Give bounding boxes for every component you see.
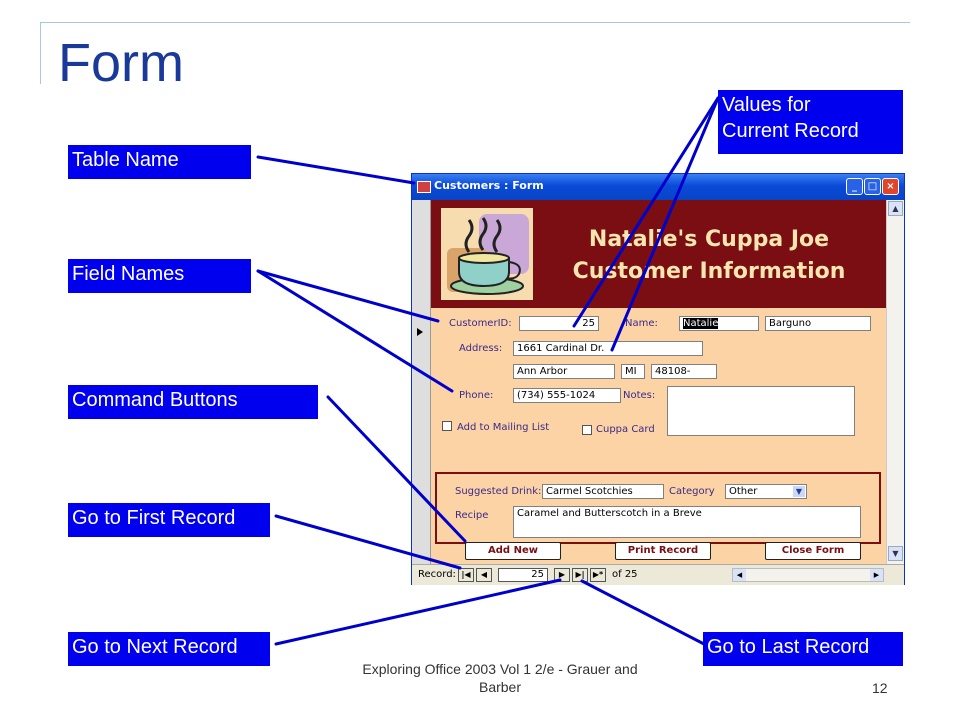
name-label: Name: (625, 318, 658, 329)
suggested-drink-field[interactable]: Carmel Scotchies (542, 484, 664, 499)
callout-command-buttons (68, 385, 318, 419)
cuppa-card-label: Cuppa Card (596, 424, 655, 435)
new-record-icon[interactable]: ▶* (590, 568, 606, 582)
zip-field[interactable]: 48108- (651, 364, 717, 379)
slide-footer (320, 660, 680, 696)
customer-id-label: CustomerID: (449, 318, 512, 329)
phone-field[interactable]: (734) 555-1024 (513, 388, 621, 403)
footer-line2: Barber (478, 679, 522, 696)
form-header-line2: Customer Information (572, 258, 846, 284)
category-label: Category (669, 486, 715, 497)
last-name-field[interactable]: Barguno (765, 316, 871, 331)
chevron-down-icon[interactable]: ▼ (793, 486, 805, 497)
title-rule-horizontal (40, 22, 910, 23)
page-number: 12 (872, 680, 888, 696)
callout-go-last (703, 632, 903, 666)
callout-go-first (68, 503, 270, 537)
scroll-right-icon[interactable]: ▶ (870, 569, 883, 581)
category-value: Other (729, 486, 758, 497)
callout-table-name (68, 145, 251, 179)
window-title: Customers : Form (434, 179, 544, 192)
connector-table-name (258, 157, 414, 183)
record-label: Record: (418, 569, 456, 580)
recipe-field[interactable]: Caramel and Butterscotch in a Breve (513, 506, 861, 538)
add-new-button[interactable]: Add New (465, 542, 561, 560)
connector-go-next (276, 580, 560, 644)
record-navigation-bar (412, 564, 904, 585)
previous-record-icon[interactable]: ◀ (476, 568, 492, 582)
address-field[interactable]: 1661 Cardinal Dr. (513, 341, 703, 356)
form-header (431, 200, 886, 308)
callout-field-names (68, 259, 251, 293)
scroll-left-icon[interactable]: ◀ (733, 569, 746, 581)
print-record-button[interactable]: Print Record (615, 542, 711, 560)
current-record-arrow-icon (417, 328, 423, 336)
customers-form-window (411, 173, 905, 585)
address-label: Address: (459, 343, 503, 354)
callout-go-next (68, 632, 270, 666)
horizontal-scrollbar[interactable] (732, 568, 884, 582)
form-icon (417, 181, 431, 193)
first-name-value: Natalie (683, 318, 719, 329)
category-select[interactable] (725, 484, 807, 499)
phone-label: Phone: (459, 390, 494, 401)
vertical-scrollbar[interactable] (886, 200, 904, 564)
callout-go-first-text: Go to First Record (72, 507, 236, 529)
title-rule-vertical (40, 22, 41, 84)
slide-title: Form (58, 33, 184, 93)
next-record-icon[interactable]: ▶ (554, 568, 570, 582)
footer-line1: Exploring Office 2003 Vol 1 2/e - Grauer and (362, 661, 638, 677)
mailing-list-checkbox[interactable] (442, 421, 452, 431)
callout-values-line2: Current Record (722, 120, 859, 142)
city-field[interactable]: Ann Arbor (513, 364, 615, 379)
record-count: of 25 (612, 569, 638, 580)
callout-table-name-text: Table Name (72, 149, 179, 171)
first-name-field[interactable] (679, 316, 759, 331)
record-selector[interactable] (412, 200, 431, 564)
maximize-icon[interactable]: □ (864, 178, 881, 195)
notes-label: Notes: (623, 390, 656, 401)
callout-field-names-text: Field Names (72, 263, 185, 285)
callout-go-next-text: Go to Next Record (72, 636, 238, 658)
form-body (431, 200, 886, 564)
suggested-drink-label: Suggested Drink: (455, 486, 542, 497)
last-record-icon[interactable]: ▶| (572, 568, 588, 582)
callout-values-line1: Values for (722, 94, 811, 116)
callout-go-last-text: Go to Last Record (707, 636, 870, 658)
connector-go-last (582, 581, 704, 644)
notes-field[interactable] (667, 386, 855, 436)
coffee-cup-icon (441, 208, 533, 300)
scroll-down-icon[interactable]: ▼ (888, 546, 903, 561)
customer-id-field[interactable]: 25 (519, 316, 599, 331)
form-header-line1: Natalie's Cuppa Joe (588, 227, 830, 252)
close-icon[interactable]: × (882, 178, 899, 195)
form-header-title (549, 224, 869, 288)
mailing-list-label: Add to Mailing List (457, 422, 550, 433)
first-record-icon[interactable]: |◀ (458, 568, 474, 582)
minimize-icon[interactable]: _ (846, 178, 863, 195)
cuppa-card-checkbox[interactable] (582, 425, 592, 435)
callout-values-current-record (718, 90, 903, 154)
scroll-up-icon[interactable]: ▲ (888, 201, 903, 216)
callout-command-buttons-text: Command Buttons (72, 389, 238, 411)
recipe-label: Recipe (455, 510, 489, 521)
window-titlebar[interactable] (412, 174, 904, 200)
state-field[interactable]: MI (621, 364, 645, 379)
close-form-button[interactable]: Close Form (765, 542, 861, 560)
current-record-field[interactable]: 25 (498, 568, 548, 582)
